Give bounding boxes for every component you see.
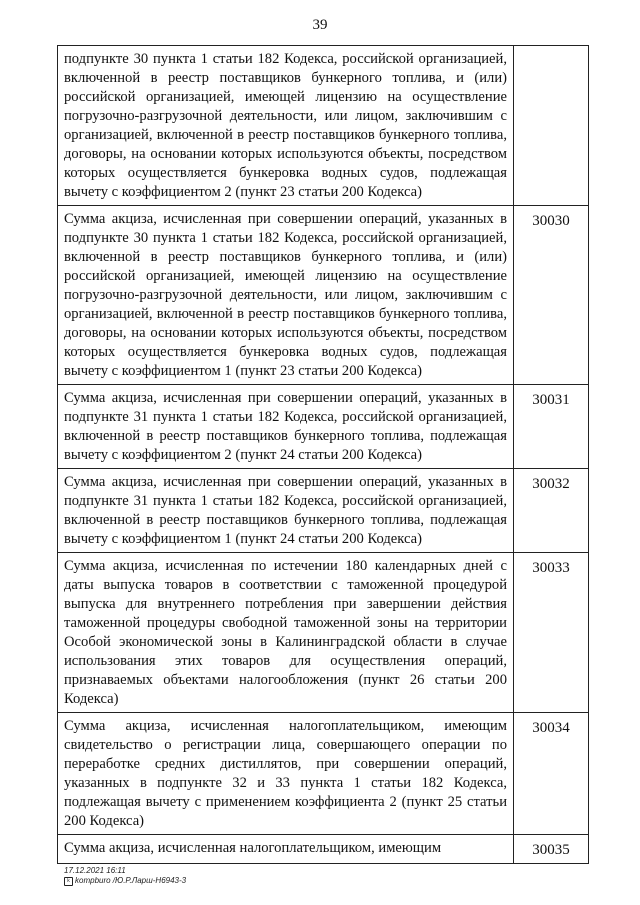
footer-timestamp: 17.12.2021 16:11 [64, 866, 126, 875]
table-row [58, 385, 589, 469]
row-code: 30030 [514, 206, 589, 385]
codes-table [57, 45, 589, 864]
row-description: Сумма акциза, исчисленная налогоплательщиком, имеющим свидетельство о регистрации лица, совершающего операции по переработке средних дистиллятов, при совершении операций, указанных в подпункте 32 и 33 пункта 1 статьи 182 Кодекса, подлежащая вычету с применением коэффициента 2 (пункт 25 статьи 200 Кодекса) [58, 713, 514, 835]
codes-table-body [58, 46, 589, 864]
row-description: Сумма акциза, исчисленная при совершении операций, указанных в подпункте 31 пункта 1 статьи 182 Кодекса, российской организацией, включенной в реестр поставщиков бункерного топлива, подлежащая вычету с коэффициентом 2 (пункт 24 статьи 200 Кодекса) [58, 385, 514, 469]
footer [64, 866, 186, 886]
row-description: Сумма акциза, исчисленная налогоплательщиком, имеющим [58, 835, 514, 864]
row-description: подпункте 30 пункта 1 статьи 182 Кодекса, российской организацией, включенной в реестр поставщиков бункерного топлива, и (или) российской организацией, имеющей лицензию на осуществление погрузочно-разгрузочной деятельности, или лицом, заключившим с организацией, включенной в реестр поставщиков бункерного топлива, договоры, на основании которых используются объекты, посредством которых осуществляется бункеровка водных судов, подлежащая вычету с коэффициентом 2 (пункт 23 статьи 200 Кодекса) [58, 46, 514, 206]
table-row [58, 206, 589, 385]
table-row [58, 713, 589, 835]
kompburo-logo-icon: k [64, 877, 73, 886]
row-code: 30034 [514, 713, 589, 835]
footer-stamp-row [64, 876, 186, 886]
row-code [514, 46, 589, 206]
footer-stamp: kompburo /Ю.Р.Ларш-Н6943-3 [75, 876, 187, 885]
row-description: Сумма акциза, исчисленная по истечении 180 календарных дней с даты выпуска товаров в соответствии с таможенной процедурой выпуска для внутреннего потребления при завершении действия таможенной процедуры свободной таможенной зоны на территории Особой экономической зоны в Калининградской области в случае использования этих товаров для осуществления операций, признаваемых объектами налогообложения (пункт 26 статьи 200 Кодекса) [58, 553, 514, 713]
row-code: 30035 [514, 835, 589, 864]
row-description: Сумма акциза, исчисленная при совершении операций, указанных в подпункте 31 пункта 1 статьи 182 Кодекса, российской организацией, включенной в реестр поставщиков бункерного топлива, подлежащая вычету с коэффициентом 1 (пункт 24 статьи 200 Кодекса) [58, 469, 514, 553]
table-row [58, 469, 589, 553]
row-description: Сумма акциза, исчисленная при совершении операций, указанных в подпункте 30 пункта 1 статьи 182 Кодекса, российской организацией, включенной в реестр поставщиков бункерного топлива, и (или) российской организацией, имеющей лицензию на осуществление погрузочно-разгрузочной деятельности, или лицом, заключившим с организацией, включенной в реестр поставщиков бункерного топлива, договоры, на основании которых используются объекты, посредством которых осуществляется бункеровка водных судов, подлежащая вычету с коэффициентом 1 (пункт 23 статьи 200 Кодекса) [58, 206, 514, 385]
table-row [58, 835, 589, 864]
row-code: 30033 [514, 553, 589, 713]
page-number: 39 [312, 17, 328, 33]
row-code: 30032 [514, 469, 589, 553]
table-row [58, 553, 589, 713]
row-code: 30031 [514, 385, 589, 469]
table-row [58, 46, 589, 206]
